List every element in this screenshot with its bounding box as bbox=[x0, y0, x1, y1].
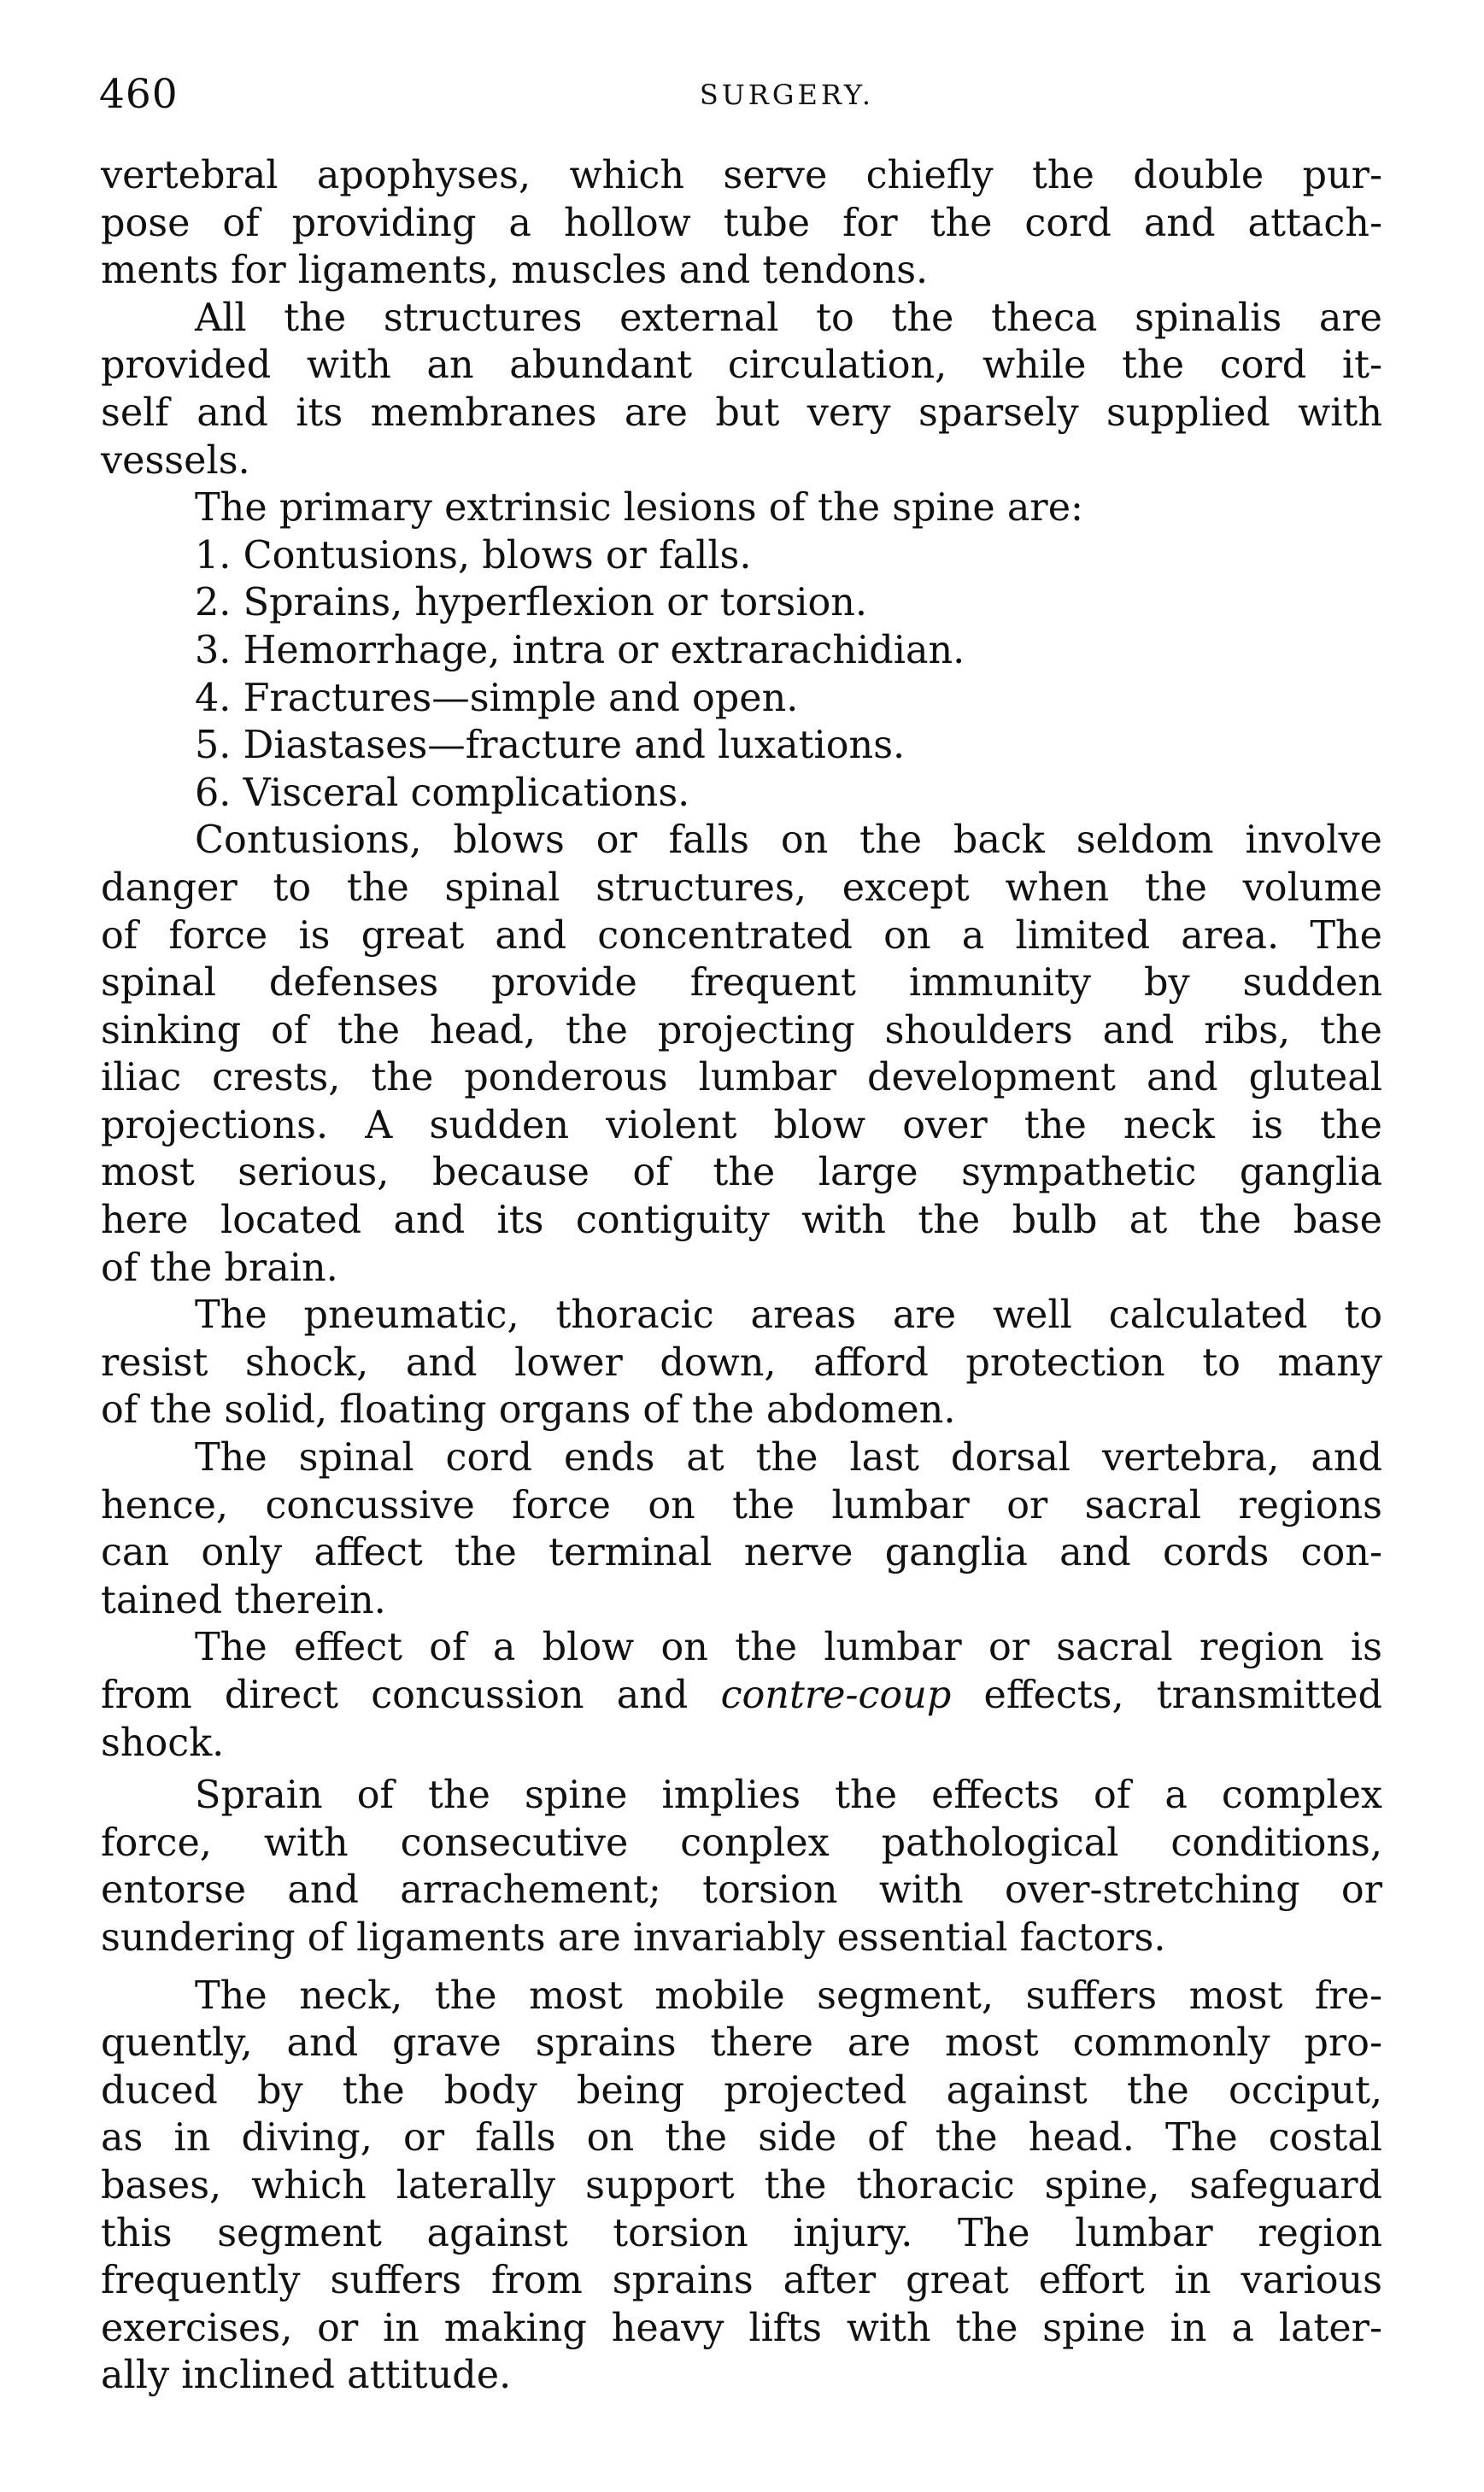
text-line: pose of providing a hollow tube for the cord and attach- bbox=[101, 201, 1382, 245]
list-item: 3. Hemorrhage, intra or extrarachidian. bbox=[195, 628, 965, 672]
lesion-list bbox=[101, 484, 1382, 817]
text-line: All the structures external to the theca spinalis are bbox=[195, 296, 1382, 340]
text-line: force, with consecutive conplex pathological conditions, bbox=[101, 1821, 1382, 1865]
text-line: The pneumatic, thoracic areas are well calculated to bbox=[195, 1293, 1382, 1338]
page-header bbox=[99, 65, 1381, 125]
text-line: The effect of a blow on the lumbar or sacral region is bbox=[195, 1626, 1382, 1670]
italic-term: contre-coup bbox=[720, 1674, 952, 1717]
text-line: quently, and grave sprains there are most commonly pro- bbox=[101, 2021, 1382, 2066]
paragraph-blow-effect bbox=[101, 1624, 1382, 1767]
text-run: from direct concussion and bbox=[101, 1674, 721, 1717]
list-item: 1. Contusions, blows or falls. bbox=[195, 533, 752, 578]
list-item: 5. Diastases—fracture and luxations. bbox=[195, 724, 906, 768]
paragraph-thoracic bbox=[101, 1292, 1382, 1434]
text-line: Contusions, blows or falls on the back seldom involve bbox=[195, 818, 1382, 863]
body-text bbox=[101, 152, 1382, 2400]
text-line: shock. bbox=[101, 1721, 225, 1765]
page-number: 460 bbox=[99, 71, 179, 118]
text-line: sundering of ligaments are invariably essential factors. bbox=[101, 1915, 1166, 1960]
text-line: exercises, or in making heavy lifts with the spine in a later- bbox=[101, 2306, 1382, 2350]
list-item: 4. Fractures—simple and open. bbox=[195, 676, 799, 720]
paragraph-sprain bbox=[101, 1772, 1382, 1961]
paragraph-contusions bbox=[101, 817, 1382, 1292]
text-line: Sprain of the spine implies the effects of a complex bbox=[195, 1774, 1382, 1818]
text-line: self and its membranes are but very sparsely supplied with bbox=[101, 390, 1382, 435]
text-line: bases, which laterally support the thoracic spine, safeguard bbox=[101, 2163, 1382, 2208]
text-line: danger to the spinal structures, except when the volume bbox=[101, 865, 1382, 910]
text-line: The neck, the most mobile segment, suffers most fre- bbox=[195, 1973, 1382, 2018]
text-line: vessels. bbox=[101, 438, 250, 483]
text-line: tained therein. bbox=[101, 1578, 386, 1622]
text-line: The spinal cord ends at the last dorsal vertebra, and bbox=[195, 1436, 1382, 1481]
text-line: this segment against torsion injury. The lumbar region bbox=[101, 2211, 1382, 2255]
list-item: 6. Visceral complications. bbox=[195, 771, 690, 815]
text-line: frequently suffers from sprains after great effort in various bbox=[101, 2259, 1382, 2303]
text-run: effects, transmitted bbox=[951, 1674, 1382, 1717]
text-line: most serious, because of the large sympathetic ganglia bbox=[101, 1151, 1382, 1195]
text-line: vertebral apophyses, which serve chiefly the double pur- bbox=[101, 154, 1382, 197]
text-line: iliac crests, the ponderous lumbar development and gluteal bbox=[101, 1056, 1382, 1100]
text-line: resist shock, and lower down, afford protection to many bbox=[101, 1340, 1382, 1385]
text-line: of the solid, floating organs of the abdomen. bbox=[101, 1388, 956, 1433]
text-line: ments for ligaments, muscles and tendons. bbox=[101, 249, 929, 293]
text-line: ally inclined attitude. bbox=[101, 2354, 512, 2398]
text-line: can only affect the terminal nerve ganglia and cords con- bbox=[101, 1531, 1382, 1575]
paragraph-circulation bbox=[101, 295, 1382, 484]
text-line: of the brain. bbox=[101, 1246, 338, 1290]
text-line bbox=[101, 1672, 1382, 1720]
paragraph-vertebral-apophyses bbox=[101, 152, 1382, 295]
text-line: of force is great and concentrated on a limited area. The bbox=[101, 913, 1382, 958]
text-line: duced by the body being projected against the occiput, bbox=[101, 2068, 1382, 2113]
text-line: provided with an abundant circulation, while the cord it- bbox=[101, 343, 1382, 388]
text-line: hence, concussive force on the lumbar or sacral regions bbox=[101, 1483, 1382, 1527]
running-head: SURGERY. bbox=[699, 79, 875, 111]
list-intro: The primary extrinsic lesions of the spine are: bbox=[195, 486, 1084, 531]
text-line: projections. A sudden violent blow over the neck is the bbox=[101, 1103, 1382, 1147]
text-line: entorse and arrachement; torsion with over-stretching or bbox=[101, 1868, 1382, 1913]
paragraph-spinal-cord bbox=[101, 1434, 1382, 1624]
text-line: sinking of the head, the projecting shoulders and ribs, the bbox=[101, 1008, 1382, 1053]
text-line: here located and its contiguity with the bulb at the base bbox=[101, 1199, 1382, 1243]
list-item: 2. Sprains, hyperflexion or torsion. bbox=[195, 581, 868, 625]
text-line: spinal defenses provide frequent immunity by sudden bbox=[101, 961, 1382, 1006]
text-line: as in diving, or falls on the side of the head. The costal bbox=[101, 2116, 1382, 2161]
paragraph-neck bbox=[101, 1973, 1382, 2400]
